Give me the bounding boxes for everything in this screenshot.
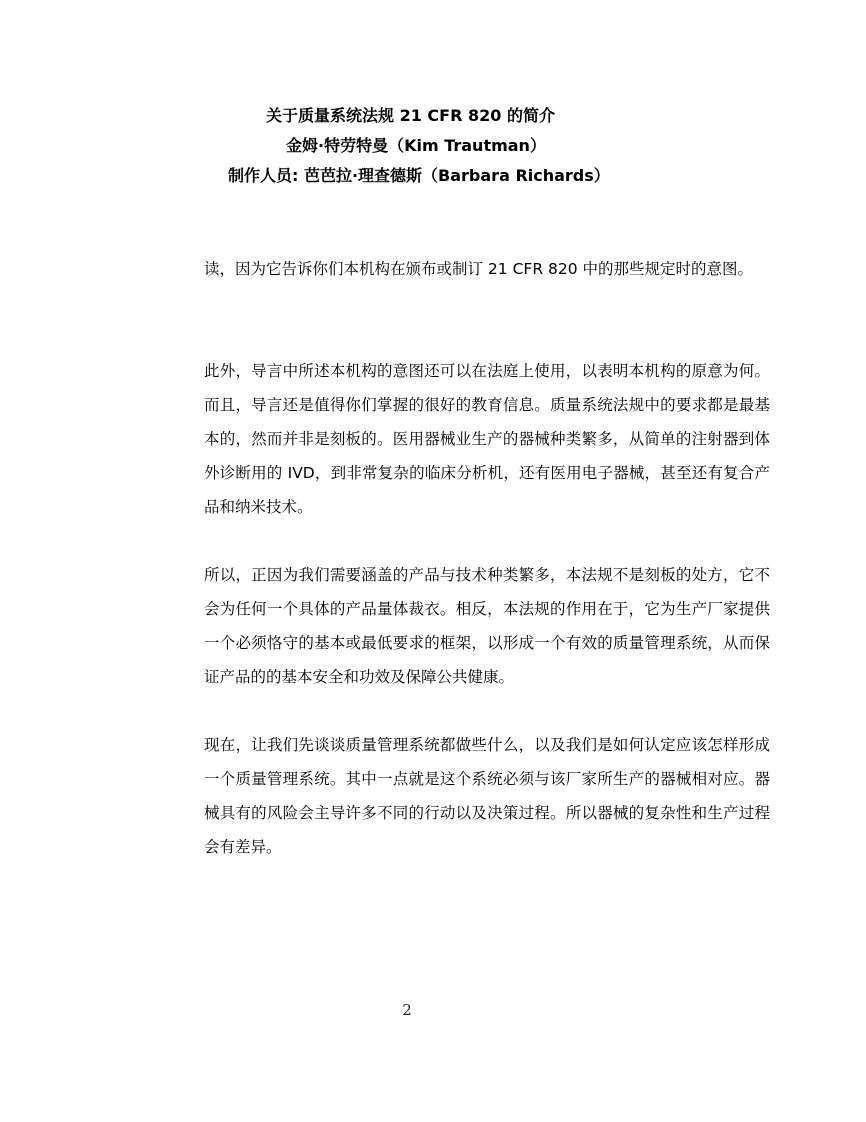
document-producer: 制作人员: 芭芭拉·理查德斯（Barbara Richards） bbox=[228, 166, 610, 185]
paragraph-3: 所以，正因为我们需要涵盖的产品与技术种类繁多，本法规不是刻板的处方，它不会为任何一个具体的产品量体裁衣。相反，本法规的作用在于，它为生产厂家提供一个必须恪守的基本或最低要求的框架，以形成一个有效的质量管理系统，从而保证产品的的基本安全和功效及保障公共健康。 bbox=[204, 566, 770, 686]
paragraph-2: 此外，导言中所述本机构的意图还可以在法庭上使用，以表明本机构的原意为何。而且，导言还是值得你们掌握的很好的教育信息。质量系统法规中的要求都是最基本的，然而并非是刻板的。医用器械业生产的器械种类繁多，从简单的注射器到体外诊断用的 IVD，到非常复杂的临床分析机，还有医用电子器械，甚至还有复合产品和纳米技术。 bbox=[204, 362, 770, 516]
page-number: 2 bbox=[402, 1001, 412, 1019]
paragraph-4: 现在，让我们先谈谈质量管理系统都做些什么，以及我们是如何认定应该怎样形成一个质量管理系统。其中一点就是这个系统必须与该厂家所生产的器械相对应。器械具有的风险会主导许多不同的行动以及决策过程。所以器械的复杂性和生产过程会有差异。 bbox=[204, 736, 770, 856]
document-title: 关于质量系统法规 21 CFR 820 的简介 bbox=[266, 106, 555, 125]
document-author: 金姆·特劳特曼（Kim Trautman） bbox=[286, 136, 546, 155]
paragraph-1: 读，因为它告诉你们本机构在颁布或制订 21 CFR 820 中的那些规定时的意图。 bbox=[204, 260, 754, 278]
